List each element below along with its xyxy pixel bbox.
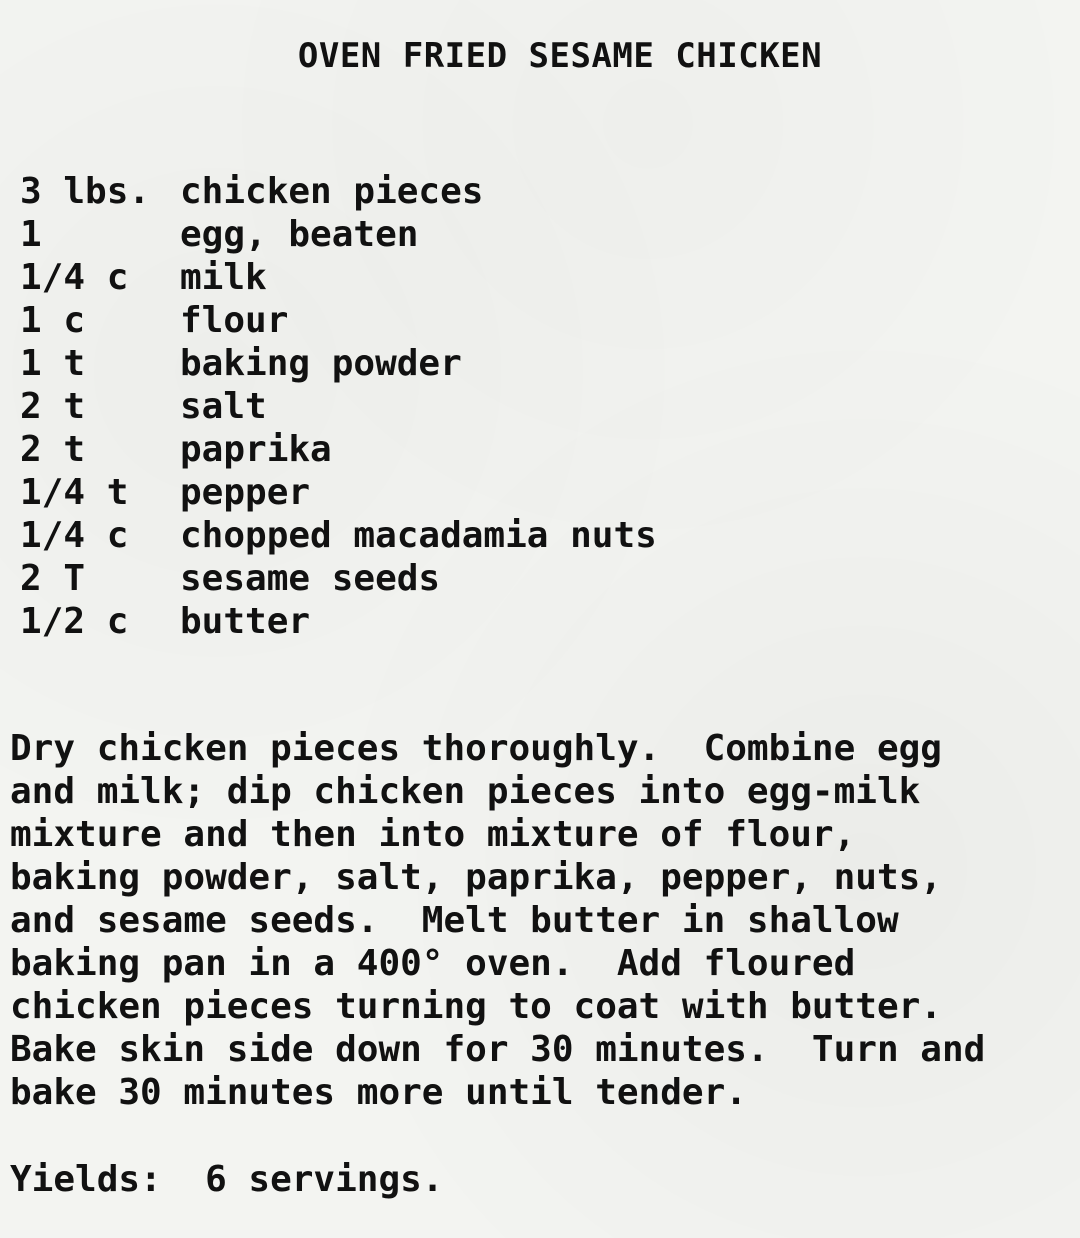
- ingredient-quantity: 1 t: [20, 343, 86, 384]
- ingredient-name: baking powder: [180, 343, 462, 384]
- ingredient-quantity: 2 T: [20, 558, 86, 599]
- instruction-line: baking powder, salt, paprika, pepper, nuts,: [10, 857, 942, 898]
- instruction-line: bake 30 minutes more until tender.: [10, 1072, 747, 1113]
- ingredient-name: egg, beaten: [180, 214, 419, 255]
- ingredient-row: [20, 170, 657, 213]
- ingredient-name: pepper: [180, 472, 311, 513]
- ingredient-quantity: 2 t: [20, 386, 86, 427]
- ingredient-quantity: 3 lbs.: [20, 171, 151, 212]
- recipe-title: OVEN FRIED SESAME CHICKEN: [297, 36, 823, 76]
- ingredient-name: salt: [180, 386, 267, 427]
- ingredient-row: [20, 342, 657, 385]
- instruction-line: and sesame seeds. Melt butter in shallow: [10, 900, 899, 941]
- ingredient-quantity: 1/4 c: [20, 515, 129, 556]
- ingredient-row: [20, 256, 657, 299]
- ingredient-name: chicken pieces: [180, 171, 484, 212]
- ingredient-row: [20, 428, 657, 471]
- ingredient-quantity: 1/4 t: [20, 472, 129, 513]
- ingredient-quantity: 1 c: [20, 300, 86, 341]
- instruction-line: mixture and then into mixture of flour,: [10, 814, 856, 855]
- ingredient-quantity: 2 t: [20, 429, 86, 470]
- ingredient-name: sesame seeds: [180, 558, 441, 599]
- ingredient-list: [20, 170, 657, 643]
- ingredient-row: [20, 299, 657, 342]
- ingredient-name: butter: [180, 601, 311, 642]
- instruction-line: Bake skin side down for 30 minutes. Turn and: [10, 1029, 986, 1070]
- instruction-line: chicken pieces turning to coat with butter.: [10, 986, 942, 1027]
- instruction-line: baking pan in a 400° oven. Add floured: [10, 943, 856, 984]
- ingredient-name: paprika: [180, 429, 332, 470]
- ingredient-name: flour: [180, 300, 289, 341]
- ingredient-quantity: 1/4 c: [20, 257, 129, 298]
- ingredient-row: [20, 514, 657, 557]
- instruction-line: Dry chicken pieces thoroughly. Combine egg: [10, 728, 942, 769]
- ingredient-quantity: 1/2 c: [20, 601, 129, 642]
- ingredient-name: chopped macadamia nuts: [180, 515, 657, 556]
- ingredient-row: [20, 600, 657, 643]
- ingredient-row: [20, 557, 657, 600]
- ingredient-row: [20, 471, 657, 514]
- ingredient-name: milk: [180, 257, 267, 298]
- yields-line: Yields: 6 servings.: [10, 1159, 444, 1200]
- instruction-line: and milk; dip chicken pieces into egg-milk: [10, 771, 921, 812]
- ingredient-quantity: 1: [20, 214, 42, 255]
- instructions-paragraph: [10, 727, 1070, 1114]
- ingredient-row: [20, 385, 657, 428]
- ingredient-row: [20, 213, 657, 256]
